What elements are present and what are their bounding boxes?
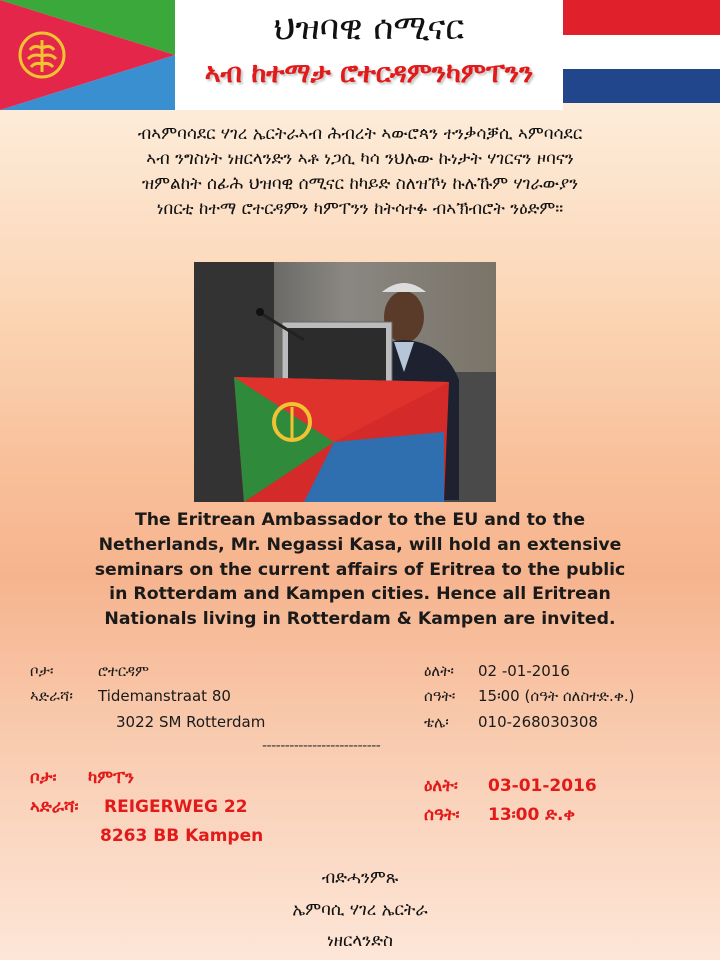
kampen-place-label: ቦታ፡ [30,768,57,788]
section-divider: -------------------------- [262,738,381,754]
kampen-time-label: ሰዓት፡ [424,805,460,825]
rotterdam-place-label: ቦታ፡ [30,662,54,680]
kampen-date-value: 03-01-2016 [488,776,597,796]
signature-line: ኤምባሲ ሃገረ ኤርትራ [292,900,428,920]
kampen-address-line2: 8263 BB Kampen [100,826,264,846]
intro-tigrinya [0,122,720,222]
page-subtitle: ኣብ ከተማታ ሮተርዳምንካምፐንን [204,58,534,89]
title-box [175,0,563,110]
intro-tigrinya-line: ኣብ ንግስነት ነዘርላንድን ኣቶ ነጋሲ ካሳ ንህሉው ኩነታት ሃገርናን ዞባናን [146,149,574,169]
netherlands-flag [563,0,720,103]
intro-english-line: in Rotterdam and Kampen cities. Hence all Eritrean [109,584,611,605]
kampen-place-value: ካምፐን [88,768,135,788]
intro-english-line: Netherlands, Mr. Negassi Kasa, will hold an extensive [98,534,622,555]
kampen-date-label: ዕለት፡ [424,776,458,796]
ambassador-photo [194,262,496,502]
intro-tigrinya-line: ዝምልከት ሰፊሕ ህዝባዊ ሰሚናር ከካይድ ስለዝኾነ ኩሉኹም ሃገራውያን [141,174,579,194]
rotterdam-phone-label: ቴሌ፡ [424,713,449,731]
eritrea-flag [0,0,175,110]
page-title: ህዝባዊ ሰሚናር [273,8,465,48]
intro-english-line: Nationals living in Rotterdam & Kampen are invited. [104,609,616,630]
rotterdam-time-label: ሰዓት፡ [424,687,456,705]
intro-tigrinya-line: ብኣምባሳደር ሃገረ ኤርትራኣብ ሕብረት ኣውሮጳን ተንቃሳቓሲ ኣምባሳደር [137,124,583,144]
intro-tigrinya-line: ነበርቲ ከተማ ሮተርዳምን ካምፐንን ከትሳተፉ ብኣኽብሮት ንዕድም። [156,199,564,219]
signature-line: ነዘርላንድስ [327,931,393,951]
kampen-time-value: 13፡00 ድ.ቀ [488,805,575,825]
kampen-address-label: ኣድራሻ፡ [30,797,79,817]
rotterdam-date-label: ዕለት፡ [424,662,454,680]
intro-english-line: seminars on the current affairs of Eritrea to the public [94,559,626,580]
intro-english-line: The Eritrean Ambassador to the EU and to the [134,510,586,530]
rotterdam-address-line1: Tidemanstraat 80 [98,687,231,705]
rotterdam-place-value: ሮተርዳም [98,662,150,680]
rotterdam-address-line2: 3022 SM Rotterdam [116,713,266,731]
signature-line: ብድሓንምጹ [321,868,399,888]
rotterdam-time-value: 15፡00 (ሰዓት ሰለስተድ.ቀ.) [478,687,635,705]
intro-english [80,508,640,632]
rotterdam-address-label: ኣድራሻ፡ [30,687,73,705]
rotterdam-date-value: 02 -01-2016 [478,662,570,680]
kampen-address-line1: REIGERWEG 22 [104,797,248,817]
rotterdam-phone-value: 010-268030308 [478,713,598,731]
